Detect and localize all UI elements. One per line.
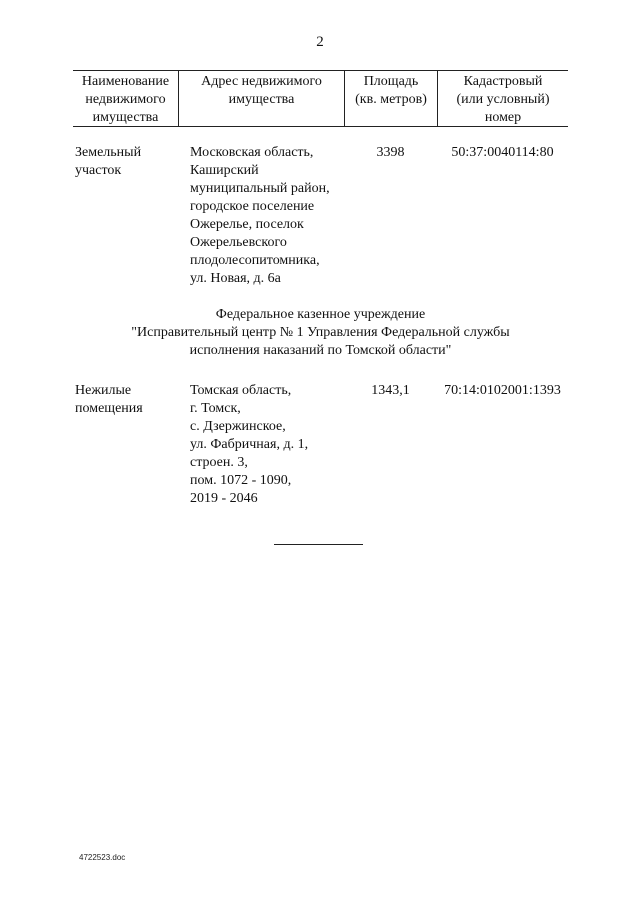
end-divider (274, 544, 363, 545)
row-area: 3398 (376, 145, 405, 160)
row-area: 1343,1 (371, 383, 410, 398)
row-cadastral: 70:14:0102001:1393 (444, 383, 561, 398)
row-address: Томская область, г. Томск, с. Дзержинское, ул. Фабричная, д. 1, строен. 3, пом. 1072 - 1090, 2019 - 2046 (190, 383, 309, 506)
row-name: Земельный участок (75, 145, 142, 178)
row-address: Московская область, Каширский муниципальный район, городское поселение Ожерелье, поселок Ожерельевского плодолесопитомника, ул. Новая, д. 6а (190, 145, 330, 286)
row-name: Нежилые помещения (75, 383, 143, 416)
table-row (73, 382, 568, 508)
property-table (73, 70, 568, 508)
row-cadastral: 50:37:0040114:80 (451, 145, 554, 160)
file-name-footer: 4722523.doc (79, 853, 126, 862)
section-heading: Федеральное казенное учреждение "Исправительный центр № 1 Управления Федеральной службы исполнения наказаний по Томской области" (131, 307, 510, 358)
header-cadastral: Кадастровый (или условный) номер (437, 71, 568, 126)
header-address: Адрес недвижимого имущества (178, 71, 344, 126)
page-number: 2 (316, 34, 324, 50)
table-row (73, 144, 568, 288)
table-header (73, 70, 568, 127)
header-name: Наименование недвижимого имущества (81, 74, 170, 125)
header-area: Площадь (кв. метров) (344, 71, 437, 126)
